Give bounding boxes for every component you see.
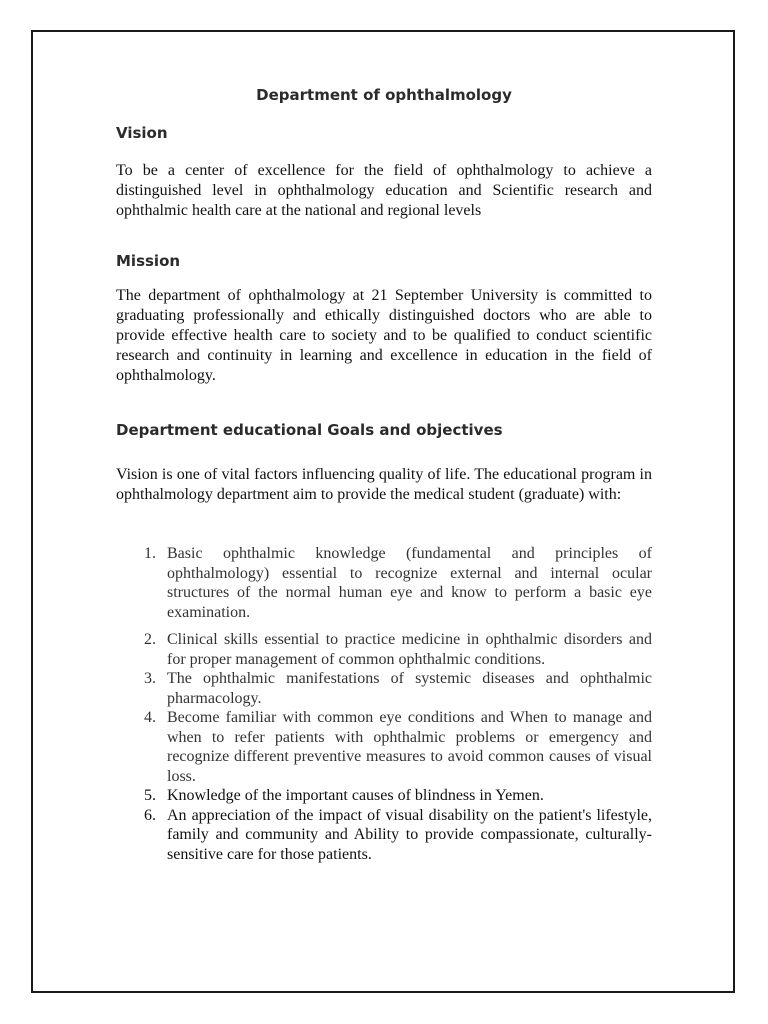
list-item-text: Knowledge of the important causes of blindness in Yemen. (167, 787, 544, 804)
vision-paragraph: To be a center of excellence for the field of ophthalmology to achieve a distinguished level in ophthalmology education and Scientific research and ophthalmic health care at the national and regional levels (116, 162, 652, 219)
mission-heading: Mission (116, 252, 181, 270)
list-item (144, 806, 652, 865)
list-item (144, 786, 652, 806)
list-item (144, 544, 652, 622)
list-item-number: 6. (144, 806, 156, 824)
mission-paragraph: The department of ophthalmology at 21 September University is committed to graduating professionally and ethically distinguished doctors who are able to provide effective health care to society and to be qualified to conduct scientific research and continuity in learning and excellence in education in the field of ophthalmology. (116, 287, 652, 384)
list-item-number: 1. (144, 545, 156, 562)
list-item-text: The ophthalmic manifestations of systemic diseases and ophthalmic pharmacology. (167, 670, 652, 707)
list-item (144, 669, 652, 708)
list-item-text: An appreciation of the impact of visual disability on the patient's lifestyle, family and community and Ability to provide compassionate, culturally-sensitive care for those patients. (167, 806, 652, 863)
list-item-number: 3. (144, 670, 156, 687)
list-item-text: Clinical skills essential to practice medicine in ophthalmic disorders and for proper management of common ophthalmic conditions. (167, 631, 652, 668)
goals-intro-paragraph: Vision is one of vital factors influencing quality of life. The educational program in ophthalmology department aim to provide the medical student (graduate) with: (116, 466, 652, 503)
list-item (144, 708, 652, 786)
list-item-number: 4. (144, 709, 156, 726)
goals-heading: Department educational Goals and objectives (116, 421, 503, 439)
vision-heading: Vision (116, 124, 168, 142)
list-item (144, 630, 652, 669)
list-item-text: Become familiar with common eye conditions and When to manage and when to refer patients with ophthalmic problems or emergency and recognize different preventive measures to avoid common causes of visual loss. (167, 709, 652, 785)
list-item-number: 2. (144, 631, 156, 648)
list-item-number: 5. (144, 787, 156, 804)
document-title: Department of ophthalmology (256, 86, 512, 104)
goals-list (144, 544, 652, 864)
list-item-text: Basic ophthalmic knowledge (fundamental and principles of ophthalmology) essential to recognize external and internal ocular structures of the normal human eye and know to perform a basic eye examination. (167, 545, 652, 621)
